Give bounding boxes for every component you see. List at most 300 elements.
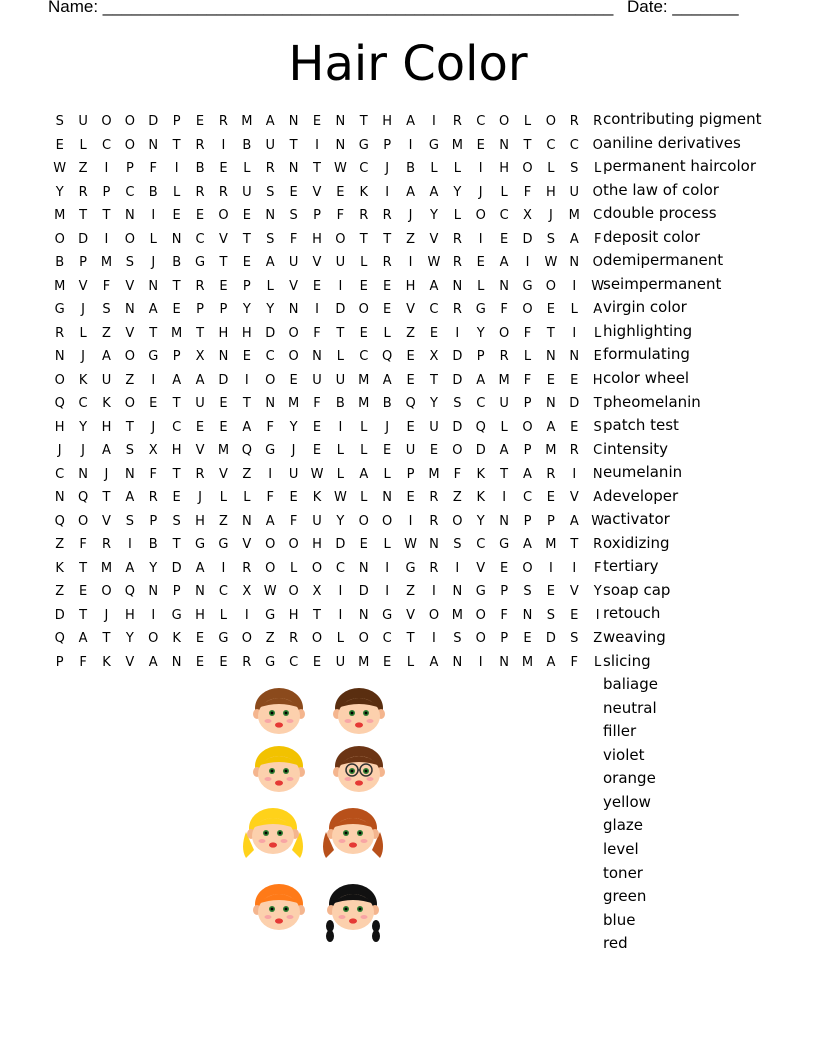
grid-letter[interactable]: L [523, 349, 532, 365]
grid-letter[interactable]: N [452, 278, 463, 294]
grid-letter[interactable]: E [55, 137, 64, 153]
grid-letter[interactable]: T [313, 607, 321, 623]
grid-letter[interactable]: A [499, 443, 509, 459]
grid-letter[interactable]: D [265, 325, 276, 341]
grid-letter[interactable]: A [546, 419, 556, 435]
grid-letter[interactable]: N [382, 490, 393, 506]
grid-letter[interactable]: U [405, 443, 416, 459]
grid-letter[interactable]: O [311, 631, 323, 647]
grid-letter[interactable]: A [523, 537, 532, 553]
grid-letter[interactable]: I [432, 114, 436, 130]
grid-letter[interactable]: I [151, 372, 156, 388]
grid-letter[interactable]: W [333, 490, 347, 506]
grid-letter[interactable]: H [405, 278, 416, 294]
grid-letter[interactable]: F [313, 325, 321, 341]
grid-letter[interactable]: Z [102, 325, 111, 341]
grid-letter[interactable]: S [453, 537, 462, 553]
grid-letter[interactable]: H [124, 607, 135, 623]
grid-letter[interactable]: P [523, 513, 532, 529]
grid-letter[interactable]: N [499, 278, 509, 294]
grid-letter[interactable]: M [54, 208, 66, 224]
grid-letter[interactable]: S [125, 443, 134, 459]
grid-letter[interactable]: J [385, 161, 390, 177]
grid-letter[interactable]: D [452, 419, 463, 435]
grid-letter[interactable]: E [383, 443, 392, 459]
grid-letter[interactable]: C [476, 396, 486, 412]
grid-letter[interactable]: C [546, 137, 556, 153]
grid-letter[interactable]: O [499, 114, 510, 130]
grid-letter[interactable]: L [360, 490, 368, 506]
grid-letter[interactable]: B [172, 255, 182, 271]
grid-letter[interactable]: E [406, 490, 415, 506]
grid-letter[interactable]: S [570, 631, 579, 647]
grid-letter[interactable]: E [312, 419, 322, 435]
grid-letter[interactable]: F [593, 231, 602, 247]
grid-letter[interactable]: R [429, 490, 439, 506]
grid-letter[interactable]: O [452, 443, 463, 459]
grid-letter[interactable]: O [148, 631, 159, 647]
grid-letter[interactable]: D [335, 302, 346, 318]
grid-letter[interactable]: U [101, 372, 112, 388]
grid-letter[interactable]: G [358, 137, 369, 153]
grid-letter[interactable]: E [219, 396, 228, 412]
grid-letter[interactable]: F [149, 161, 157, 177]
grid-letter[interactable]: N [499, 513, 509, 529]
grid-letter[interactable]: V [78, 278, 88, 294]
grid-letter[interactable]: I [104, 231, 109, 247]
grid-letter[interactable]: R [242, 560, 252, 576]
grid-letter[interactable]: T [546, 325, 555, 341]
grid-letter[interactable]: E [149, 396, 158, 412]
grid-letter[interactable]: O [592, 255, 603, 271]
grid-letter[interactable]: G [195, 255, 206, 271]
grid-letter[interactable]: L [500, 184, 508, 200]
grid-letter[interactable]: C [569, 137, 579, 153]
grid-letter[interactable]: O [101, 584, 112, 600]
grid-letter[interactable]: O [452, 513, 463, 529]
grid-letter[interactable]: P [523, 396, 532, 412]
grid-letter[interactable]: F [266, 419, 274, 435]
grid-letter[interactable]: O [358, 513, 369, 529]
grid-letter[interactable]: I [572, 325, 577, 341]
grid-letter[interactable]: J [408, 208, 413, 224]
grid-letter[interactable]: A [382, 372, 392, 388]
grid-letter[interactable]: O [428, 607, 440, 623]
grid-letter[interactable]: J [385, 419, 390, 435]
grid-letter[interactable]: O [288, 325, 299, 341]
grid-letter[interactable]: I [502, 490, 507, 506]
grid-letter[interactable]: M [498, 372, 510, 388]
grid-letter[interactable]: E [312, 443, 322, 459]
grid-letter[interactable]: T [336, 325, 345, 341]
grid-letter[interactable]: U [288, 255, 299, 271]
grid-letter[interactable]: V [289, 278, 299, 294]
grid-letter[interactable]: Z [55, 537, 65, 553]
grid-letter[interactable]: M [287, 396, 300, 412]
grid-letter[interactable]: Z [406, 231, 415, 247]
grid-letter[interactable]: N [288, 302, 299, 318]
grid-letter[interactable]: I [221, 137, 226, 153]
grid-letter[interactable]: L [547, 161, 555, 177]
grid-letter[interactable]: E [219, 419, 228, 435]
grid-letter[interactable]: O [124, 396, 135, 412]
grid-letter[interactable]: L [336, 443, 344, 459]
grid-letter[interactable]: C [335, 560, 345, 576]
grid-letter[interactable]: K [476, 466, 485, 482]
grid-letter[interactable]: H [382, 114, 393, 130]
grid-letter[interactable]: T [523, 137, 532, 153]
grid-letter[interactable]: D [569, 396, 580, 412]
grid-letter[interactable]: W [404, 537, 417, 553]
grid-letter[interactable]: F [79, 537, 87, 553]
grid-letter[interactable]: L [79, 325, 87, 341]
grid-letter[interactable]: D [218, 372, 229, 388]
grid-letter[interactable]: X [429, 349, 439, 365]
grid-letter[interactable]: T [149, 325, 158, 341]
grid-letter[interactable]: L [570, 302, 578, 318]
grid-letter[interactable]: O [124, 231, 135, 247]
grid-letter[interactable]: K [102, 396, 111, 412]
grid-letter[interactable]: R [218, 114, 228, 130]
grid-letter[interactable]: I [244, 372, 249, 388]
grid-letter[interactable]: E [546, 302, 555, 318]
grid-letter[interactable]: D [358, 584, 369, 600]
grid-letter[interactable]: I [315, 302, 319, 318]
grid-letter[interactable]: Q [124, 584, 135, 600]
grid-letter[interactable]: G [428, 137, 439, 153]
grid-letter[interactable]: P [500, 584, 509, 600]
grid-letter[interactable]: O [358, 631, 369, 647]
grid-letter[interactable]: W [333, 161, 347, 177]
grid-letter[interactable]: Z [406, 584, 415, 600]
grid-letter[interactable]: O [218, 208, 229, 224]
grid-letter[interactable]: W [263, 584, 277, 600]
grid-letter[interactable]: Q [405, 396, 416, 412]
grid-letter[interactable]: Q [241, 443, 252, 459]
grid-letter[interactable]: T [102, 490, 111, 506]
grid-letter[interactable]: U [312, 513, 322, 529]
grid-letter[interactable]: X [312, 584, 322, 600]
grid-letter[interactable]: A [102, 349, 111, 365]
grid-letter[interactable]: E [172, 490, 181, 506]
grid-letter[interactable]: D [171, 560, 182, 576]
grid-letter[interactable]: O [124, 114, 135, 130]
grid-letter[interactable]: J [57, 443, 62, 459]
grid-letter[interactable]: H [171, 443, 182, 459]
grid-letter[interactable]: Z [406, 325, 415, 341]
grid-letter[interactable]: L [173, 184, 181, 200]
grid-letter[interactable]: I [127, 537, 132, 553]
grid-letter[interactable]: D [475, 443, 486, 459]
grid-letter[interactable]: L [243, 490, 251, 506]
grid-letter[interactable]: A [593, 302, 603, 318]
grid-letter[interactable]: R [359, 208, 369, 224]
grid-letter[interactable]: D [335, 537, 346, 553]
grid-letter[interactable]: E [195, 631, 205, 647]
grid-letter[interactable]: I [315, 137, 319, 153]
grid-letter[interactable]: O [382, 513, 393, 529]
grid-letter[interactable]: H [592, 372, 603, 388]
grid-letter[interactable]: P [219, 302, 228, 318]
grid-letter[interactable]: Y [79, 419, 88, 435]
grid-letter[interactable]: P [383, 137, 392, 153]
grid-letter[interactable]: G [218, 537, 229, 553]
grid-letter[interactable]: C [55, 466, 65, 482]
grid-letter[interactable]: A [78, 631, 88, 647]
grid-letter[interactable]: Y [266, 302, 275, 318]
grid-letter[interactable]: O [265, 560, 276, 576]
grid-letter[interactable]: D [545, 631, 556, 647]
grid-letter[interactable]: R [452, 302, 462, 318]
grid-letter[interactable]: P [476, 349, 485, 365]
grid-letter[interactable]: V [195, 443, 205, 459]
grid-letter[interactable]: I [151, 607, 156, 623]
grid-letter[interactable]: H [312, 231, 322, 247]
grid-letter[interactable]: S [546, 607, 556, 623]
grid-letter[interactable]: B [382, 396, 392, 412]
grid-letter[interactable]: L [360, 255, 368, 271]
grid-letter[interactable]: J [478, 184, 483, 200]
grid-letter[interactable]: E [336, 184, 345, 200]
grid-letter[interactable]: G [475, 302, 486, 318]
grid-letter[interactable]: Z [265, 631, 275, 647]
grid-letter[interactable]: H [288, 607, 299, 623]
grid-letter[interactable]: E [429, 325, 439, 341]
grid-letter[interactable]: T [79, 208, 88, 224]
grid-letter[interactable]: L [149, 231, 157, 247]
grid-letter[interactable]: I [525, 255, 530, 271]
grid-letter[interactable]: V [569, 490, 579, 506]
grid-letter[interactable]: B [148, 184, 158, 200]
grid-letter[interactable]: V [242, 537, 252, 553]
grid-letter[interactable]: T [406, 631, 415, 647]
grid-letter[interactable]: N [125, 208, 135, 224]
grid-letter[interactable]: N [499, 654, 509, 670]
grid-letter[interactable]: T [196, 325, 205, 341]
grid-letter[interactable]: T [313, 161, 321, 177]
grid-letter[interactable]: A [359, 466, 369, 482]
grid-letter[interactable]: N [148, 278, 159, 294]
grid-letter[interactable]: W [591, 278, 605, 294]
grid-letter[interactable]: P [172, 584, 181, 600]
grid-letter[interactable]: O [475, 631, 486, 647]
grid-letter[interactable]: C [429, 302, 439, 318]
grid-letter[interactable]: D [148, 114, 159, 130]
grid-letter[interactable]: Z [55, 584, 65, 600]
grid-letter[interactable]: N [125, 302, 135, 318]
grid-letter[interactable]: H [54, 419, 65, 435]
grid-letter[interactable]: N [218, 349, 229, 365]
grid-letter[interactable]: N [171, 231, 182, 247]
grid-letter[interactable]: A [172, 372, 182, 388]
grid-letter[interactable]: J [198, 490, 202, 506]
grid-letter[interactable]: E [429, 443, 439, 459]
grid-letter[interactable]: E [383, 278, 392, 294]
grid-letter[interactable]: T [102, 208, 111, 224]
grid-letter[interactable]: P [55, 654, 64, 670]
grid-letter[interactable]: F [593, 560, 602, 576]
grid-letter[interactable]: L [266, 278, 274, 294]
grid-letter[interactable]: U [312, 372, 322, 388]
grid-letter[interactable]: F [313, 396, 321, 412]
grid-letter[interactable]: Y [429, 208, 438, 224]
grid-letter[interactable]: V [218, 231, 228, 247]
grid-letter[interactable]: R [382, 208, 392, 224]
grid-letter[interactable]: Q [382, 349, 393, 365]
grid-letter[interactable]: O [54, 231, 65, 247]
grid-letter[interactable]: I [338, 607, 343, 623]
grid-letter[interactable]: N [335, 137, 346, 153]
grid-letter[interactable]: A [546, 654, 556, 670]
grid-letter[interactable]: Y [476, 513, 485, 529]
grid-letter[interactable]: L [477, 278, 485, 294]
grid-letter[interactable]: E [523, 631, 532, 647]
grid-letter[interactable]: C [382, 631, 392, 647]
grid-letter[interactable]: O [124, 349, 135, 365]
grid-letter[interactable]: N [522, 607, 533, 623]
grid-letter[interactable]: N [195, 584, 205, 600]
grid-letter[interactable]: Z [593, 631, 603, 647]
grid-letter[interactable]: I [151, 208, 156, 224]
grid-letter[interactable]: R [195, 278, 205, 294]
grid-letter[interactable]: R [429, 513, 439, 529]
grid-letter[interactable]: J [81, 443, 85, 459]
grid-letter[interactable]: E [406, 419, 415, 435]
grid-letter[interactable]: E [312, 654, 322, 670]
grid-letter[interactable]: R [265, 161, 275, 177]
grid-letter[interactable]: L [406, 654, 415, 670]
grid-letter[interactable]: I [408, 513, 413, 529]
grid-letter[interactable]: L [594, 325, 602, 341]
grid-letter[interactable]: I [408, 137, 413, 153]
grid-letter[interactable]: I [385, 560, 390, 576]
grid-letter[interactable]: O [288, 537, 299, 553]
grid-letter[interactable]: O [358, 302, 369, 318]
grid-letter[interactable]: L [453, 208, 461, 224]
grid-letter[interactable]: V [429, 231, 439, 247]
grid-letter[interactable]: P [102, 184, 111, 200]
grid-letter[interactable]: E [406, 349, 415, 365]
grid-letter[interactable]: S [523, 584, 532, 600]
grid-letter[interactable]: J [81, 302, 85, 318]
grid-letter[interactable]: V [102, 513, 111, 529]
grid-letter[interactable]: T [79, 560, 88, 576]
grid-letter[interactable]: I [455, 560, 460, 576]
grid-letter[interactable]: C [593, 443, 603, 459]
grid-letter[interactable]: L [594, 161, 602, 177]
grid-letter[interactable]: M [100, 560, 113, 576]
grid-letter[interactable]: E [406, 372, 415, 388]
grid-letter[interactable]: Q [54, 513, 65, 529]
grid-letter[interactable]: O [288, 349, 299, 365]
grid-letter[interactable]: G [265, 607, 276, 623]
grid-letter[interactable]: E [500, 231, 509, 247]
grid-letter[interactable]: T [242, 231, 251, 247]
grid-letter[interactable]: B [406, 161, 416, 177]
grid-letter[interactable]: I [338, 278, 343, 294]
grid-letter[interactable]: I [432, 584, 436, 600]
grid-letter[interactable]: X [242, 584, 252, 600]
grid-letter[interactable]: R [452, 255, 462, 271]
grid-letter[interactable]: I [385, 184, 390, 200]
grid-letter[interactable]: E [219, 278, 228, 294]
grid-letter[interactable]: I [572, 466, 577, 482]
grid-letter[interactable]: O [54, 372, 65, 388]
grid-letter[interactable]: F [336, 208, 345, 224]
grid-letter[interactable]: T [570, 537, 579, 553]
grid-letter[interactable]: P [196, 302, 204, 318]
grid-letter[interactable]: D [452, 372, 463, 388]
grid-letter[interactable]: B [55, 255, 65, 271]
grid-letter[interactable]: C [195, 231, 205, 247]
grid-letter[interactable]: E [312, 278, 322, 294]
grid-letter[interactable]: U [429, 419, 439, 435]
grid-letter[interactable]: F [523, 184, 532, 200]
grid-letter[interactable]: P [125, 161, 134, 177]
grid-letter[interactable]: M [358, 654, 370, 670]
grid-letter[interactable]: T [79, 607, 88, 623]
grid-letter[interactable]: O [288, 584, 299, 600]
grid-letter[interactable]: J [104, 466, 109, 482]
grid-letter[interactable]: I [478, 231, 483, 247]
grid-letter[interactable]: M [451, 137, 463, 153]
grid-letter[interactable]: P [406, 466, 415, 482]
grid-letter[interactable]: E [195, 208, 205, 224]
grid-letter[interactable]: N [429, 537, 439, 553]
grid-letter[interactable]: V [406, 607, 415, 623]
grid-letter[interactable]: E [546, 372, 555, 388]
grid-letter[interactable]: T [500, 466, 509, 482]
grid-letter[interactable]: W [591, 513, 605, 529]
grid-letter[interactable]: T [125, 419, 134, 435]
grid-letter[interactable]: Y [55, 184, 64, 200]
grid-letter[interactable]: K [102, 654, 111, 670]
grid-letter[interactable]: D [452, 349, 463, 365]
grid-letter[interactable]: C [265, 349, 275, 365]
grid-letter[interactable]: D [522, 231, 533, 247]
grid-letter[interactable]: R [55, 325, 65, 341]
grid-letter[interactable]: M [217, 443, 230, 459]
grid-letter[interactable]: S [102, 302, 111, 318]
grid-letter[interactable]: R [195, 466, 205, 482]
grid-letter[interactable]: V [125, 278, 135, 294]
grid-letter[interactable]: R [289, 631, 299, 647]
grid-letter[interactable]: S [289, 208, 298, 224]
grid-letter[interactable]: N [569, 349, 580, 365]
grid-letter[interactable]: R [218, 184, 228, 200]
grid-letter[interactable]: R [452, 114, 462, 130]
grid-letter[interactable]: E [172, 302, 181, 318]
grid-letter[interactable]: L [243, 161, 251, 177]
grid-letter[interactable]: Y [429, 396, 438, 412]
grid-letter[interactable]: A [195, 372, 205, 388]
grid-letter[interactable]: K [78, 372, 88, 388]
grid-letter[interactable]: G [148, 349, 159, 365]
grid-letter[interactable]: Z [242, 466, 252, 482]
grid-letter[interactable]: S [172, 513, 181, 529]
grid-letter[interactable]: V [125, 325, 135, 341]
grid-letter[interactable]: E [383, 302, 392, 318]
grid-letter[interactable]: U [242, 184, 252, 200]
grid-letter[interactable]: O [475, 208, 486, 224]
grid-letter[interactable]: A [242, 419, 252, 435]
grid-letter[interactable]: D [78, 231, 89, 247]
date-field[interactable]: Date: _______ [627, 0, 739, 16]
grid-letter[interactable]: I [221, 560, 226, 576]
grid-letter[interactable]: P [523, 443, 532, 459]
grid-letter[interactable]: M [545, 443, 557, 459]
grid-letter[interactable]: R [546, 466, 556, 482]
